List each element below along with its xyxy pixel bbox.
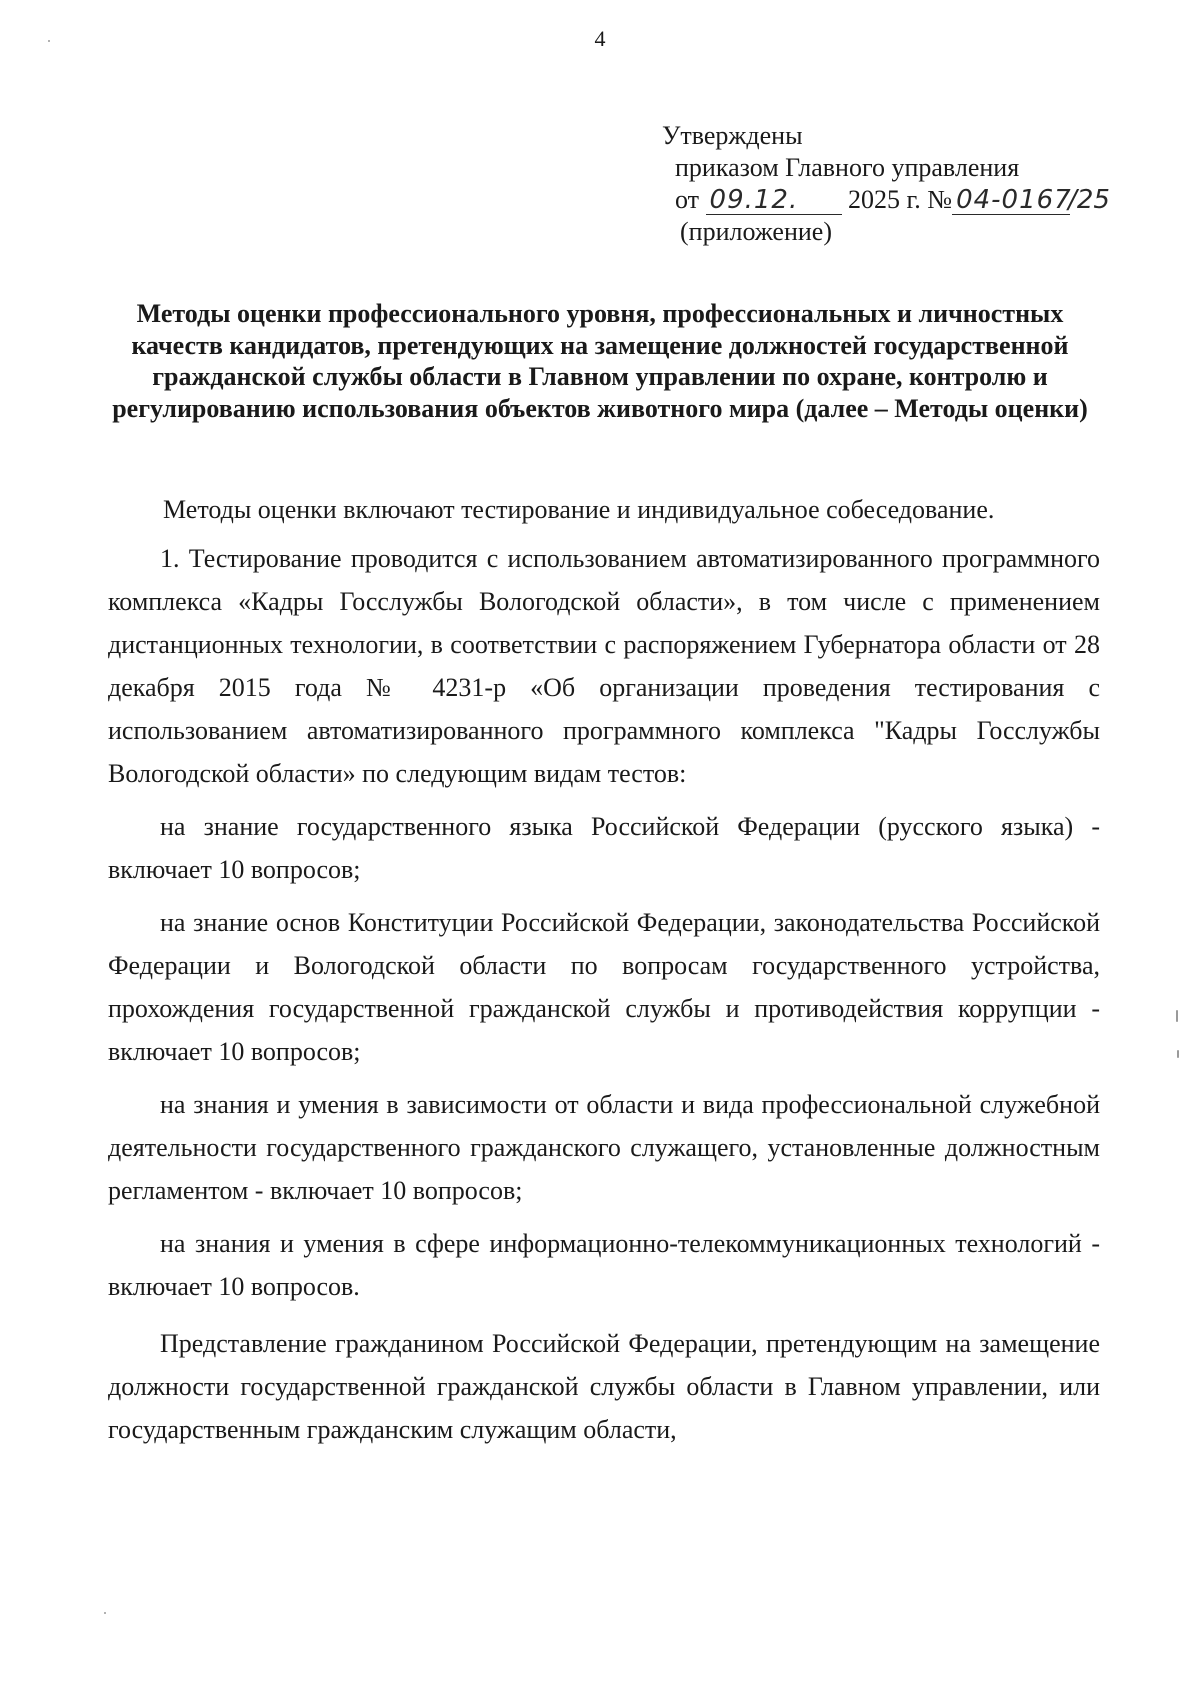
handwritten-date: 09.12. (706, 186, 842, 215)
page-number: 4 (594, 26, 606, 51)
paragraph-representation: Представление гражданином Российской Федерации, претендующим на замещение должности государственной гражданской службы области в Главном управлении, или государственным гражданским служащим области, (108, 1329, 1100, 1444)
handwritten-order-number-tail: /25 (1068, 185, 1110, 215)
approval-line-appendix: (приложение) (680, 217, 833, 246)
approval-line-order: приказом Главного управления (675, 153, 1020, 182)
paragraph-test-constitution: на знание основ Конституции Российской Федерации, законодательства Российской Федерации и Вологодской области по вопросам государственного устройства, прохождения государственной гражданской службы и противодействия коррупции - включает 10 вопросов; (108, 908, 1100, 1066)
approval-line-date-number (675, 184, 1110, 216)
document-title: Методы оценки профессионального уровня, профессиональных и личностных качеств кандидатов, претендующих на замещение должностей государственной гражданской службы области в Главном управлении по охране, контролю и регулированию использования объектов животного мира (далее – Методы оценки) (112, 299, 1088, 423)
scan-speck (1176, 1010, 1178, 1022)
paragraph-test-ict: на знания и умения в сфере информационно-телекоммуникационных технологий - включает 10 вопросов. (108, 1229, 1100, 1301)
handwritten-order-number: 04-0167 (952, 186, 1070, 215)
scan-speck (104, 1612, 106, 1614)
scan-speck (48, 40, 50, 42)
scan-speck (1177, 1050, 1179, 1058)
approval-line-approved: Утверждены (662, 121, 803, 150)
paragraph-testing: 1. Тестирование проводится с использованием автоматизированного программного комплекса «Кадры Госслужбы Вологодской области», в том числе с применением дистанционных технологии, в соответствии с распоряжением Губернатора области от 28 декабря 2015 года № 4231-р «Об организации проведения тестирования с использованием автоматизированного программного комплекса "Кадры Госслужбы Вологодской области» по следующим видам тестов: (108, 544, 1100, 788)
paragraph-intro: Методы оценки включают тестирование и индивидуальное собеседование. (163, 495, 995, 524)
approval-from-label: от (675, 185, 700, 214)
approval-block (662, 120, 1110, 248)
paragraph-test-professional: на знания и умения в зависимости от области и вида профессиональной служебной деятельности государственного гражданского служащего, установленные должностным регламентом - включает 10 вопросов; (108, 1090, 1100, 1205)
document-body (108, 488, 1100, 1451)
paragraph-test-russian: на знание государственного языка Российской Федерации (русского языка) - включает 10 вопросов; (108, 812, 1100, 884)
approval-year-number-label: 2025 г. № (848, 185, 953, 214)
